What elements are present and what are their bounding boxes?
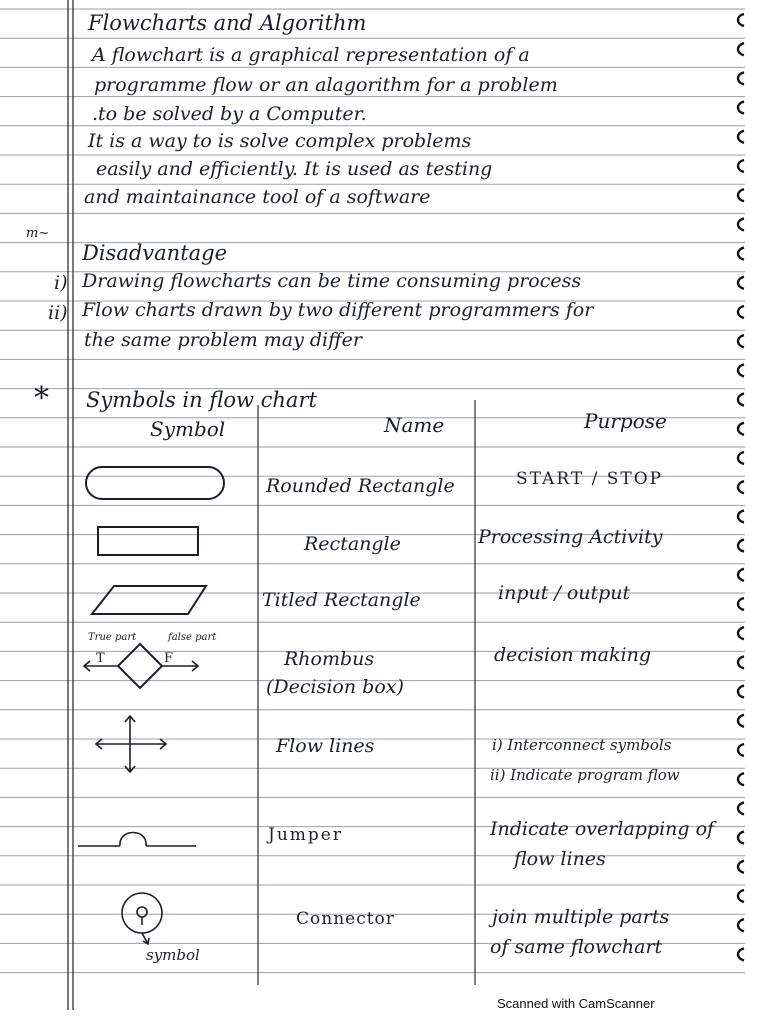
symbol-purpose: of same flowchart [490, 936, 663, 958]
column-header-symbol: Symbol [150, 417, 226, 441]
spiral-binding-mark [738, 627, 744, 639]
spiral-binding-mark [738, 218, 744, 230]
spiral-binding-mark [738, 919, 744, 931]
symbol-purpose: ii) Indicate program flow [490, 766, 680, 784]
spiral-binding-mark [738, 715, 744, 727]
spiral-binding-mark [738, 277, 744, 289]
symbol-name-sub: (Decision box) [266, 676, 404, 698]
spiral-binding-mark [738, 452, 744, 464]
symbol-name: Rectangle [304, 533, 401, 555]
spiral-binding-mark [738, 890, 744, 902]
spiral-binding-mark [738, 861, 744, 873]
false-part-label: false part [168, 632, 217, 643]
intro-line: easily and efficiently. It is used as testing [96, 158, 493, 180]
intro-line: A flowchart is a graphical representation of a [92, 44, 530, 66]
spiral-binding-mark [738, 598, 744, 610]
symbol-purpose: i) Interconnect symbols [492, 736, 672, 754]
symbol-purpose: START / STOP [516, 469, 664, 489]
disadvantage-heading: Disadvantage [82, 241, 228, 265]
spiral-binding-mark [738, 569, 744, 581]
spiral-binding-mark [738, 686, 744, 698]
spiral-binding-mark [738, 364, 744, 376]
symbol-name: Jumper [268, 825, 343, 845]
symbol-name: Rounded Rectangle [266, 475, 455, 497]
symbol-purpose: Indicate overlapping of [490, 818, 715, 840]
spiral-binding-mark [738, 189, 744, 201]
spiral-binding-mark [738, 948, 744, 960]
symbol-purpose: decision making [494, 644, 652, 666]
intro-line: programme flow or an alagorithm for a problem [94, 74, 558, 96]
intro-line: .to be solved by a Computer. [92, 103, 367, 125]
spiral-binding-mark [738, 14, 744, 26]
list-marker: ii) [48, 302, 68, 324]
spiral-binding-mark [738, 510, 744, 522]
symbol-purpose: input / output [498, 582, 631, 604]
list-marker: i) [54, 272, 68, 294]
list-item: Drawing flowcharts can be time consuming process [82, 270, 582, 292]
symbol-purpose: flow lines [514, 848, 606, 870]
spiral-binding-mark [738, 102, 744, 114]
true-branch-label: T [96, 651, 105, 666]
intro-line: It is a way to is solve complex problems [88, 130, 472, 152]
star-bullet: * [34, 381, 49, 416]
connector-label: symbol [146, 946, 200, 964]
column-header-name: Name [384, 413, 445, 437]
spiral-binding-mark [738, 160, 744, 172]
spiral-binding-mark [738, 802, 744, 814]
list-item: Flow charts drawn by two different programmers for [82, 299, 594, 321]
spiral-binding-mark [738, 744, 744, 756]
spiral-binding-mark [738, 832, 744, 844]
spiral-binding-mark [738, 394, 744, 406]
spiral-binding-mark [738, 540, 744, 552]
spiral-binding-mark [738, 131, 744, 143]
column-header-purpose: Purpose [584, 409, 667, 433]
margin-note: m~ [26, 226, 50, 241]
spiral-binding-mark [738, 773, 744, 785]
symbol-name: Flow lines [276, 735, 375, 757]
false-branch-label: F [164, 651, 174, 666]
symbol-name: Connector [296, 909, 395, 929]
spiral-binding-mark [738, 335, 744, 347]
spiral-binding-mark [738, 43, 744, 55]
symbol-name: Titled Rectangle [262, 589, 421, 611]
symbols-heading: Symbols in flow chart [86, 388, 317, 412]
spiral-binding-mark [738, 656, 744, 668]
symbol-purpose: Processing Activity [478, 526, 663, 548]
spiral-binding-mark [738, 423, 744, 435]
page-title: Flowcharts and Algorithm [88, 11, 367, 35]
spiral-binding-mark [738, 72, 744, 84]
spiral-binding-mark [738, 481, 744, 493]
symbol-purpose: join multiple parts [492, 906, 670, 928]
list-item: the same problem may differ [84, 329, 362, 351]
spiral-binding-mark [738, 248, 744, 260]
intro-line: and maintainance tool of a software [84, 186, 431, 208]
true-part-label: True part [88, 632, 137, 643]
symbol-name: Rhombus [284, 648, 375, 670]
spiral-binding-mark [738, 306, 744, 318]
scanner-watermark: Scanned with CamScanner [497, 996, 655, 1011]
